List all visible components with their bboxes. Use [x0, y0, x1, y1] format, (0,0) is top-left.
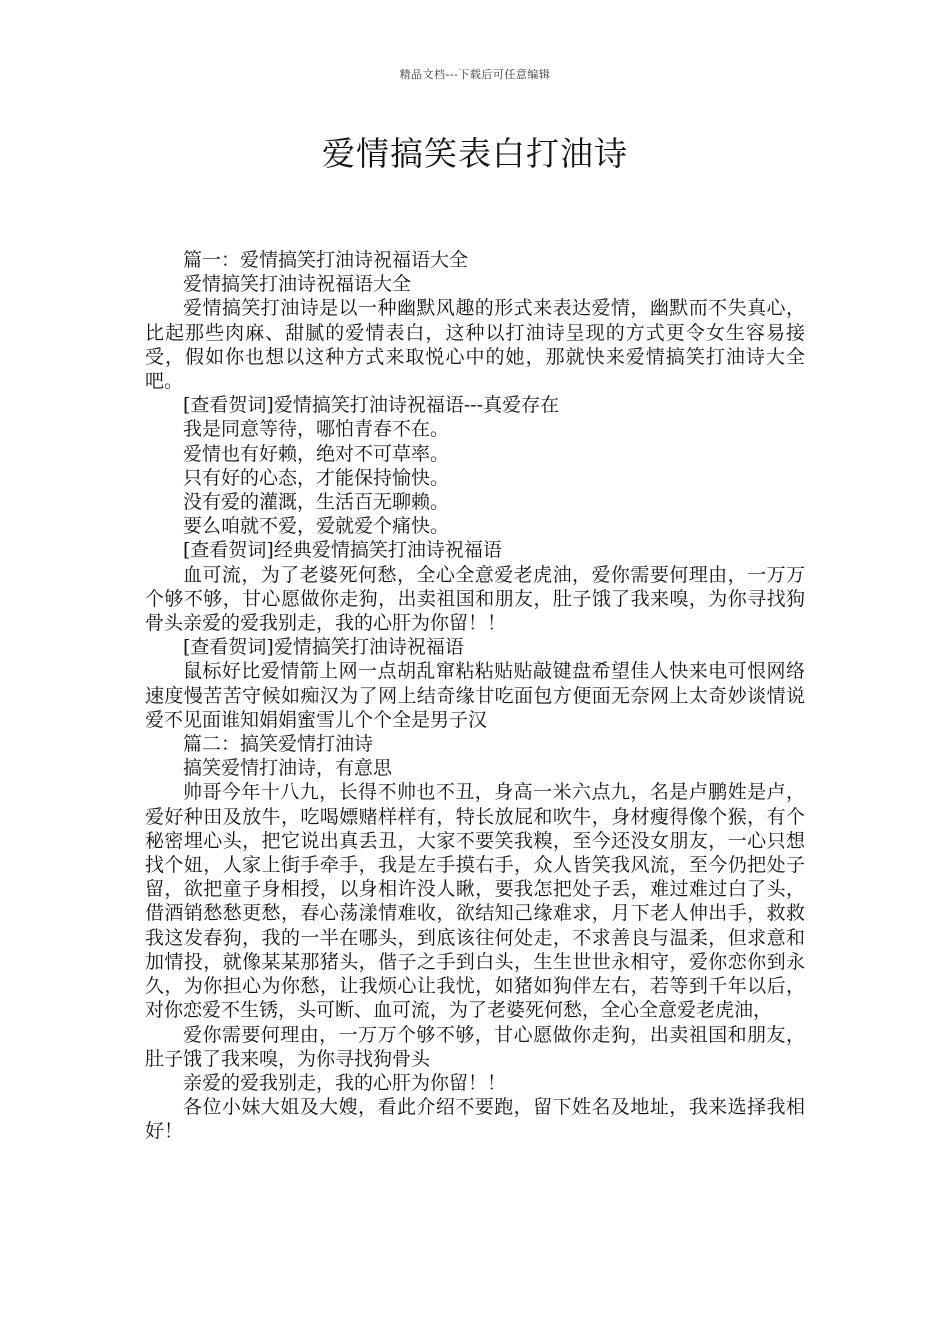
paragraph: 我是同意等待，哪怕青春不在。: [183, 418, 450, 441]
paragraph: 亲爱的爱我别走，我的心肝为你留！！: [183, 1071, 507, 1094]
paragraph: 鼠标好比爱情箭上网一点胡乱窜粘粘贴贴敲键盘希望佳人快来电可恨网络速度慢苦苦守候如痴汉为了网上结奇缘甘吃面包方便面无奈网上太奇妙谈情说爱不见面谁知娟娟蜜雪儿个个全是男子汉: [145, 660, 805, 731]
header-note: 精品文档---下载后可任意编辑: [399, 68, 551, 81]
paragraph: 各位小妹大姐及大嫂，看此介绍不要跑，留下姓名及地址，我来选择我相好！: [145, 1096, 805, 1143]
paragraph: 血可流，为了老婆死何愁，全心全意爱老虎油，爱你需要何理由，一万万个够不够，甘心愿做你走狗，出卖祖国和朋友，肚子饿了我来嗅，为你寻找狗骨头亲爱的爱我别走，我的心肝为你留！！: [145, 563, 805, 635]
paragraph: [查看贺词]爱情搞笑打油诗祝福语: [183, 636, 464, 659]
paragraph: 没有爱的灌溉，生活百无聊赖。: [183, 491, 450, 514]
document-body: [145, 248, 805, 1144]
paragraph: 搞笑爱情打油诗，有意思: [183, 757, 393, 780]
paragraph: 只有好的心态，才能保持愉快。: [183, 466, 450, 489]
paragraph: 篇二：搞笑爱情打油诗: [183, 733, 374, 756]
paragraph: 帅哥今年十八九，长得不帅也不丑，身高一米六点九，名是卢鹏姓是卢，爱好种田及放牛，吃喝嫖赌样样有，特长放屁和吹牛，身材瘦得像个猴，有个秘密埋心头，把它说出真丢丑，大家不要笑我糗，至今还没女朋友，一心只想找个妞，人家上街手牵手，我是左手摸右手，众人皆笑我风流，至今仍把处子留，欲把童子身相授，以身相许没人瞅，要我怎把处子丢，难过难过白了头，借酒销愁愁更愁，春心荡漾情难收，欲结知己缘难求，月下老人伸出手，救救我这发春狗，我的一半在哪头，到底该往何处走，不求善良与温柔，但求意和加情投，就像某某那猪头，偕子之手到白头，生生世世永相守，爱你恋你到永久，为你担心为你愁，让我烦心让我忧，如猪如狗伴左右，若等到千年以后，对你恋爱不生锈，头可断、血可流，为了老婆死何愁，全心全意爱老虎油，: [145, 781, 805, 1022]
paragraph: [查看贺词]经典爱情搞笑打油诗祝福语: [183, 539, 502, 562]
paragraph: [查看贺词]爱情搞笑打油诗祝福语---真爱存在: [183, 394, 560, 417]
paragraph: 爱情搞笑打油诗是以一种幽默风趣的形式来表达爱情，幽默而不失真心，比起那些肉麻、甜腻的爱情表白，这种以打油诗呈现的方式更令女生容易接受，假如你也想以这种方式来取悦心中的她，那就快来爱情搞笑打油诗大全吧。: [145, 297, 805, 393]
paragraph: 篇一：爱情搞笑打油诗祝福语大全: [183, 249, 469, 271]
paragraph: 爱情也有好赖，绝对不可草率。: [183, 442, 450, 465]
paragraph: 爱你需要何理由，一万万个够不够，甘心愿做你走狗，出卖祖国和朋友，肚子饿了我来嗅，为你寻找狗骨头: [145, 1023, 805, 1070]
document-title: 爱情搞笑表白打油诗: [322, 134, 628, 173]
paragraph: 爱情搞笑打油诗祝福语大全: [183, 273, 412, 296]
paragraph: 要么咱就不爱，爱就爱个痛快。: [183, 515, 450, 538]
